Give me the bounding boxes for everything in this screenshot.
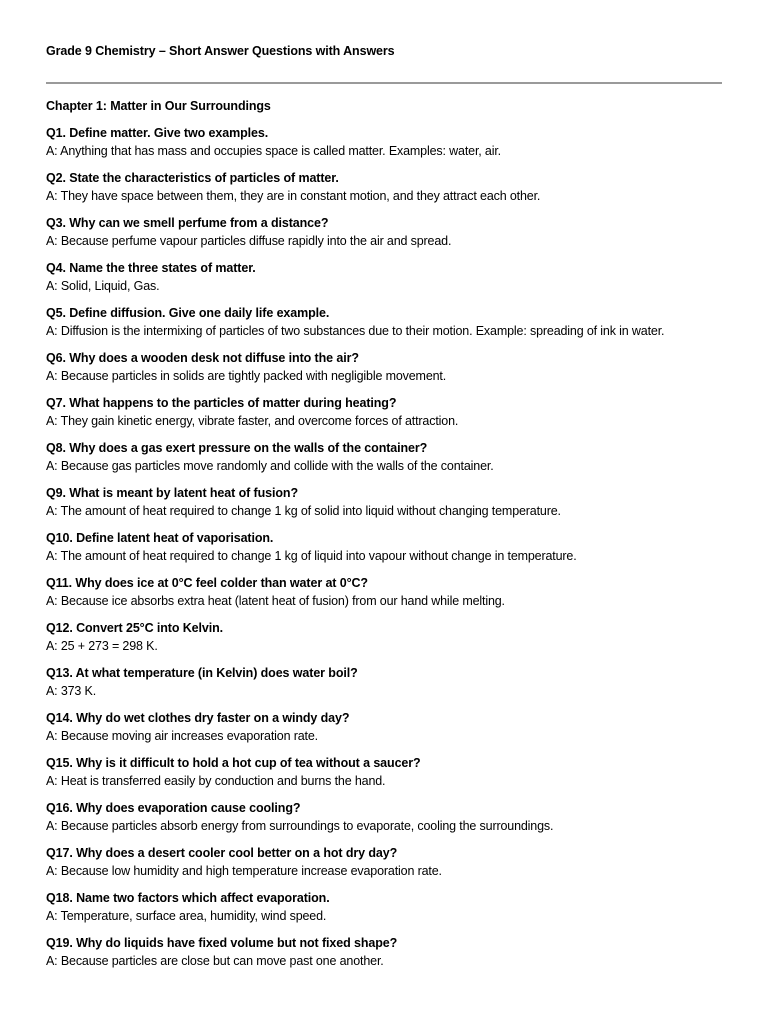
question: Q19. Why do liquids have fixed volume but not fixed shape?: [46, 936, 398, 950]
answer: A: The amount of heat required to change 1 kg of solid into liquid without changing temperature.: [46, 504, 561, 518]
question: Q2. State the characteristics of particles of matter.: [46, 171, 339, 185]
qa-item: [46, 890, 736, 935]
qa-item: [46, 260, 736, 305]
question: Q13. At what temperature (in Kelvin) does water boil?: [46, 666, 358, 680]
answer: A: Heat is transferred easily by conduction and burns the hand.: [46, 774, 386, 788]
answer: A: Diffusion is the intermixing of particles of two substances due to their motion. Example: spreading of ink in water.: [46, 324, 665, 338]
qa-list: [46, 125, 736, 980]
answer: A: Because particles absorb energy from surroundings to evaporate, cooling the surroundings.: [46, 819, 554, 833]
question: Q15. Why is it difficult to hold a hot cup of tea without a saucer?: [46, 756, 421, 770]
question: Q17. Why does a desert cooler cool better on a hot dry day?: [46, 846, 398, 860]
answer: A: Anything that has mass and occupies space is called matter. Examples: water, air.: [46, 144, 502, 158]
question: Q8. Why does a gas exert pressure on the walls of the container?: [46, 441, 428, 455]
answer: A: Because low humidity and high temperature increase evaporation rate.: [46, 864, 442, 878]
answer: A: Because moving air increases evaporation rate.: [46, 729, 318, 743]
qa-item: [46, 845, 736, 890]
answer: A: 25 + 273 = 298 K.: [46, 639, 158, 653]
qa-item: [46, 755, 736, 800]
qa-item: [46, 215, 736, 260]
question: Q12. Convert 25°C into Kelvin.: [46, 621, 224, 635]
answer: A: Because ice absorbs extra heat (latent heat of fusion) from our hand while melting.: [46, 594, 505, 608]
answer: A: Because gas particles move randomly and collide with the walls of the container.: [46, 459, 494, 473]
answer: A: Temperature, surface area, humidity, wind speed.: [46, 909, 327, 923]
qa-item: [46, 350, 736, 395]
question: Q16. Why does evaporation cause cooling?: [46, 801, 301, 815]
answer: A: They gain kinetic energy, vibrate faster, and overcome forces of attraction.: [46, 414, 459, 428]
qa-item: [46, 530, 736, 575]
question: Q11. Why does ice at 0°C feel colder than water at 0°C?: [46, 576, 368, 590]
answer: A: Because perfume vapour particles diffuse rapidly into the air and spread.: [46, 234, 452, 248]
question: Q9. What is meant by latent heat of fusion?: [46, 486, 298, 500]
qa-item: [46, 440, 736, 485]
qa-item: [46, 485, 736, 530]
qa-item: [46, 620, 736, 665]
document-title: Grade 9 Chemistry – Short Answer Questions with Answers: [46, 44, 395, 58]
qa-item: [46, 170, 736, 215]
qa-item: [46, 665, 736, 710]
question: Q7. What happens to the particles of matter during heating?: [46, 396, 397, 410]
answer: A: 373 K.: [46, 684, 97, 698]
qa-item: [46, 800, 736, 845]
qa-item: [46, 935, 736, 980]
question: Q1. Define matter. Give two examples.: [46, 126, 269, 140]
question: Q10. Define latent heat of vaporisation.: [46, 531, 274, 545]
qa-item: [46, 710, 736, 755]
answer: A: Because particles are close but can move past one another.: [46, 954, 384, 968]
question: Q6. Why does a wooden desk not diffuse into the air?: [46, 351, 359, 365]
chapter-heading: Chapter 1: Matter in Our Surroundings: [46, 99, 271, 113]
answer: A: They have space between them, they are in constant motion, and they attract each other.: [46, 189, 541, 203]
question: Q3. Why can we smell perfume from a distance?: [46, 216, 329, 230]
question: Q5. Define diffusion. Give one daily life example.: [46, 306, 330, 320]
qa-item: [46, 575, 736, 620]
answer: A: The amount of heat required to change 1 kg of liquid into vapour without change in temperature.: [46, 549, 577, 563]
answer: A: Because particles in solids are tightly packed with negligible movement.: [46, 369, 447, 383]
question: Q18. Name two factors which affect evaporation.: [46, 891, 330, 905]
qa-item: [46, 395, 736, 440]
qa-item: [46, 305, 736, 350]
question: Q4. Name the three states of matter.: [46, 261, 256, 275]
title-divider: [46, 82, 722, 84]
answer: A: Solid, Liquid, Gas.: [46, 279, 160, 293]
question: Q14. Why do wet clothes dry faster on a windy day?: [46, 711, 350, 725]
qa-item: [46, 125, 736, 170]
